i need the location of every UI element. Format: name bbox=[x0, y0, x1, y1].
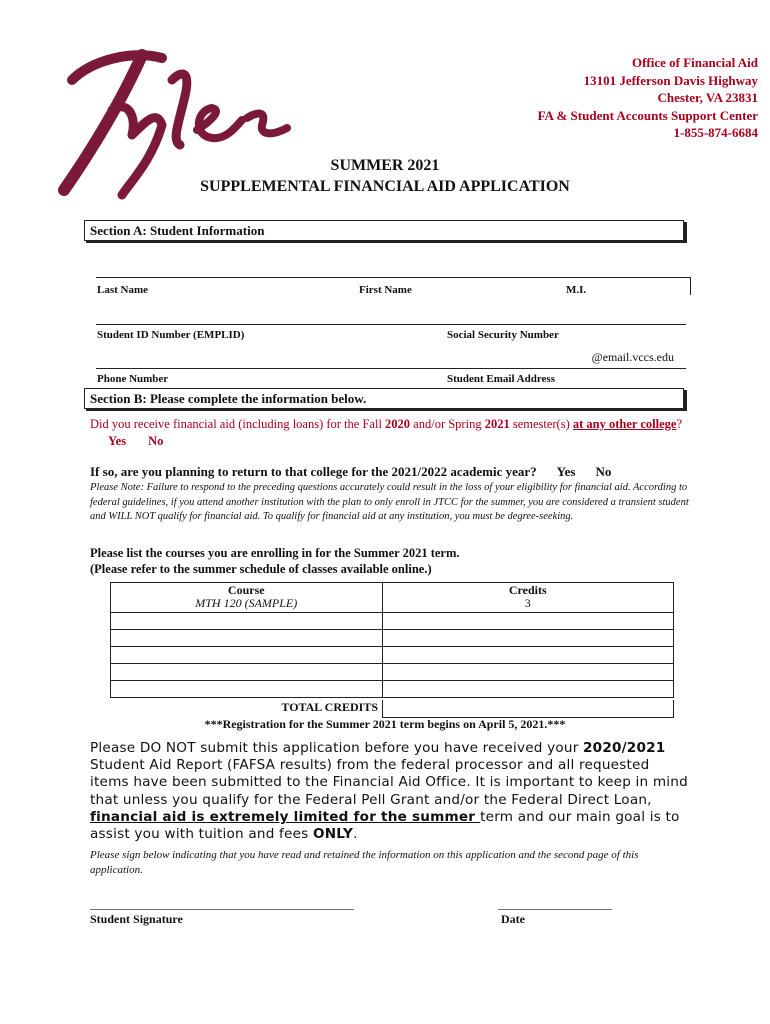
notice-text-1: Please DO NOT submit this application before you have received your bbox=[90, 740, 583, 756]
date-label: Date bbox=[501, 912, 525, 926]
q1-text-b: and/or Spring bbox=[410, 417, 485, 431]
credits-cell-1[interactable]: 3 bbox=[524, 596, 531, 610]
table-row bbox=[111, 664, 674, 681]
office-center: FA & Student Accounts Support Center bbox=[537, 107, 758, 123]
course-list-line1: Please list the courses you are enrolling in for the Summer 2021 term. bbox=[90, 546, 460, 560]
table-row bbox=[111, 613, 674, 630]
table-row bbox=[111, 647, 674, 664]
notice-emphasis: financial aid is extremely limited for the summer bbox=[90, 808, 481, 825]
course-list-line2: (Please refer to the summer schedule of classes available online.) bbox=[90, 561, 432, 576]
question-other-college bbox=[90, 416, 690, 450]
course-cell-5[interactable] bbox=[111, 664, 383, 681]
signature-line[interactable]: ____________________________________________ bbox=[90, 897, 354, 911]
id-fields-line bbox=[96, 324, 686, 325]
total-credits-label: TOTAL CREDITS bbox=[281, 700, 378, 714]
course-column-header: Course MTH 120 (SAMPLE) bbox=[111, 583, 383, 613]
ssn-field[interactable] bbox=[446, 308, 686, 323]
name-fields-line bbox=[96, 277, 690, 278]
q2-no-option[interactable]: No bbox=[595, 464, 612, 479]
notice-text-3: term and our main goal is to assist you with tuition and fees bbox=[90, 808, 680, 843]
q1-end: ? bbox=[676, 417, 683, 431]
credits-column-header: Credits 3 bbox=[382, 583, 673, 613]
logo-text: Tyler bbox=[52, 27, 86, 44]
credits-cell-4[interactable] bbox=[382, 647, 673, 664]
page-title: SUPPLEMENTAL FINANCIAL AID APPLICATION bbox=[200, 178, 570, 195]
courses-table bbox=[110, 582, 674, 698]
name-fields-border bbox=[690, 277, 691, 295]
q1-text-c: semester(s) bbox=[509, 417, 573, 431]
total-credits-field[interactable] bbox=[382, 700, 674, 718]
signature-instruction: Please sign below indicating that you have read and retained the information on this application and the second page of this application. bbox=[90, 849, 639, 876]
course-cell-6[interactable] bbox=[111, 681, 383, 698]
office-street: 13101 Jefferson Davis Highway bbox=[583, 72, 758, 88]
q1-year-fall: 2020 bbox=[385, 417, 411, 431]
q1-emphasis: at any other college bbox=[572, 417, 677, 431]
course-cell-2[interactable] bbox=[111, 613, 383, 630]
last-name-label: Last Name bbox=[97, 284, 149, 296]
email-label: Student Email Address bbox=[447, 373, 555, 385]
phone-label: Phone Number bbox=[97, 373, 169, 385]
middle-initial-label: M.I. bbox=[566, 284, 587, 296]
courses-header-row bbox=[111, 583, 674, 613]
notice-year: 2020/2021 bbox=[583, 740, 666, 756]
question-return-college bbox=[90, 464, 611, 480]
credits-cell-2[interactable] bbox=[382, 613, 673, 630]
section-a-heading: Section A: Student Information bbox=[84, 220, 684, 241]
phone-field[interactable] bbox=[96, 352, 426, 367]
credits-cell-6[interactable] bbox=[382, 681, 673, 698]
course-cell-4[interactable] bbox=[111, 647, 383, 664]
eligibility-note: Please Note: Failure to respond to the preceding questions accurately could result in the loss of your eligibility for financial aid. According to federal guidelines, if you attend another institution with the plan to only enroll in JTCC for the summer, you are considered a transient student and WILL NOT qualify for financial aid. To qualify for financial aid at any institution, you must be degree-seeking. bbox=[90, 482, 689, 522]
q2-text: If so, are you planning to return to that college for the 2021/2022 academic year? bbox=[90, 464, 537, 479]
last-name-field[interactable] bbox=[96, 262, 356, 277]
course-list-instructions bbox=[90, 546, 460, 577]
middle-initial-field[interactable] bbox=[565, 262, 685, 277]
contact-fields-line bbox=[96, 368, 686, 369]
ssn-label: Social Security Number bbox=[447, 329, 559, 341]
office-city: Chester, VA 23831 bbox=[657, 90, 758, 105]
title-term: SUMMER 2021 bbox=[330, 157, 440, 174]
course-cell-3[interactable] bbox=[111, 630, 383, 647]
first-name-field[interactable] bbox=[358, 262, 558, 277]
table-row bbox=[111, 630, 674, 647]
notice-text-2: Student Aid Report (FAFSA results) from the federal processor and all requested items have been submitted to the Financial Aid Office. It is important to keep in mind that unless you qualify for the Federal Pell Grant and/or the Federal Direct Loan, bbox=[90, 757, 688, 808]
q2-yes-option[interactable]: Yes bbox=[556, 464, 576, 479]
first-name-label: First Name bbox=[359, 284, 412, 296]
fafsa-notice bbox=[90, 740, 690, 843]
date-line[interactable]: ___________________ bbox=[498, 897, 612, 911]
email-suffix: @email.vccs.edu bbox=[591, 350, 674, 364]
q1-year-spring: 2021 bbox=[484, 417, 510, 431]
notice-only: ONLY bbox=[312, 826, 354, 843]
registration-note: ***Registration for the Summer 2021 term begins on April 5, 2021.*** bbox=[204, 717, 566, 731]
office-name: Office of Financial Aid bbox=[631, 55, 758, 70]
office-address-block bbox=[538, 54, 758, 142]
notice-end: . bbox=[353, 826, 358, 843]
signature-label: Student Signature bbox=[90, 912, 183, 926]
q1-no-option[interactable]: No bbox=[148, 434, 164, 448]
table-row bbox=[111, 681, 674, 698]
credits-cell-5[interactable] bbox=[382, 664, 673, 681]
q1-text-a: Did you receive financial aid (including loans) for the Fall bbox=[90, 417, 386, 431]
credits-cell-3[interactable] bbox=[382, 630, 673, 647]
email-field[interactable] bbox=[446, 352, 586, 367]
student-id-label: Student ID Number (EMPLID) bbox=[97, 329, 245, 341]
q1-yes-option[interactable]: Yes bbox=[108, 434, 127, 448]
tyler-logo bbox=[52, 27, 292, 200]
student-id-field[interactable] bbox=[96, 308, 426, 323]
office-phone: 1-855-874-6684 bbox=[673, 125, 758, 140]
course-cell-1[interactable]: MTH 120 (SAMPLE) bbox=[195, 596, 298, 610]
section-b-heading: Section B: Please complete the information below. bbox=[84, 388, 684, 409]
